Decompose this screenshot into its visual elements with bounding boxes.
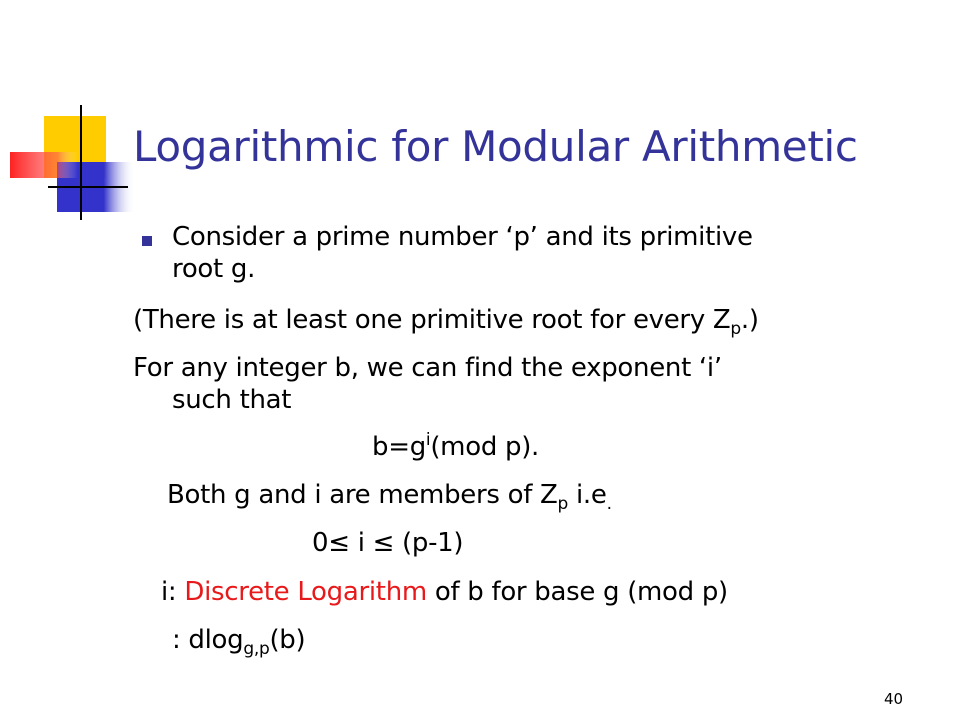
dlog-line: [172, 624, 306, 659]
members-ie: i.e: [568, 480, 607, 510]
members-line: [167, 479, 612, 514]
bullet-marker: [142, 236, 152, 246]
equation-base: b=g: [372, 432, 426, 462]
primitive-root-note-subscript: p: [730, 319, 741, 339]
dlog-subscript: g,p: [243, 639, 270, 659]
equation-mod: (mod p).: [430, 432, 540, 462]
exponent-line-1: For any integer b, we can find the exponent ‘i’: [133, 353, 722, 383]
discrete-log-term: Discrete Logarithm: [184, 577, 427, 607]
members-end-subscript: .: [606, 494, 612, 514]
primitive-root-note: [133, 304, 759, 339]
members-text: Both g and i are members of Z: [167, 480, 558, 510]
primitive-root-note-text: (There is at least one primitive root for every Z: [133, 305, 731, 335]
equation-line: [372, 431, 539, 463]
primitive-root-note-end: .): [740, 305, 759, 335]
discrete-log-line: [161, 576, 728, 608]
members-subscript: p: [557, 494, 569, 514]
logo-red-bar: [10, 152, 78, 178]
dlog-suffix: (b): [269, 625, 306, 655]
bullet-text-line-1: Consider a prime number ‘p’ and its primitive: [172, 222, 753, 252]
bullet-text-line-2: root g.: [172, 254, 256, 284]
exponent-line-2: such that: [172, 385, 292, 415]
range-line: 0≤ i ≤ (p-1): [312, 528, 464, 558]
discrete-log-prefix: i:: [161, 577, 185, 607]
slide-logo-graphic: [0, 100, 140, 225]
dlog-prefix: : dlog: [172, 625, 244, 655]
discrete-log-suffix: of b for base g (mod p): [426, 577, 728, 607]
slide-title: Logarithmic for Modular Arithmetic: [133, 122, 858, 171]
page-number: 40: [884, 690, 904, 708]
equation-exponent: i: [425, 430, 431, 450]
